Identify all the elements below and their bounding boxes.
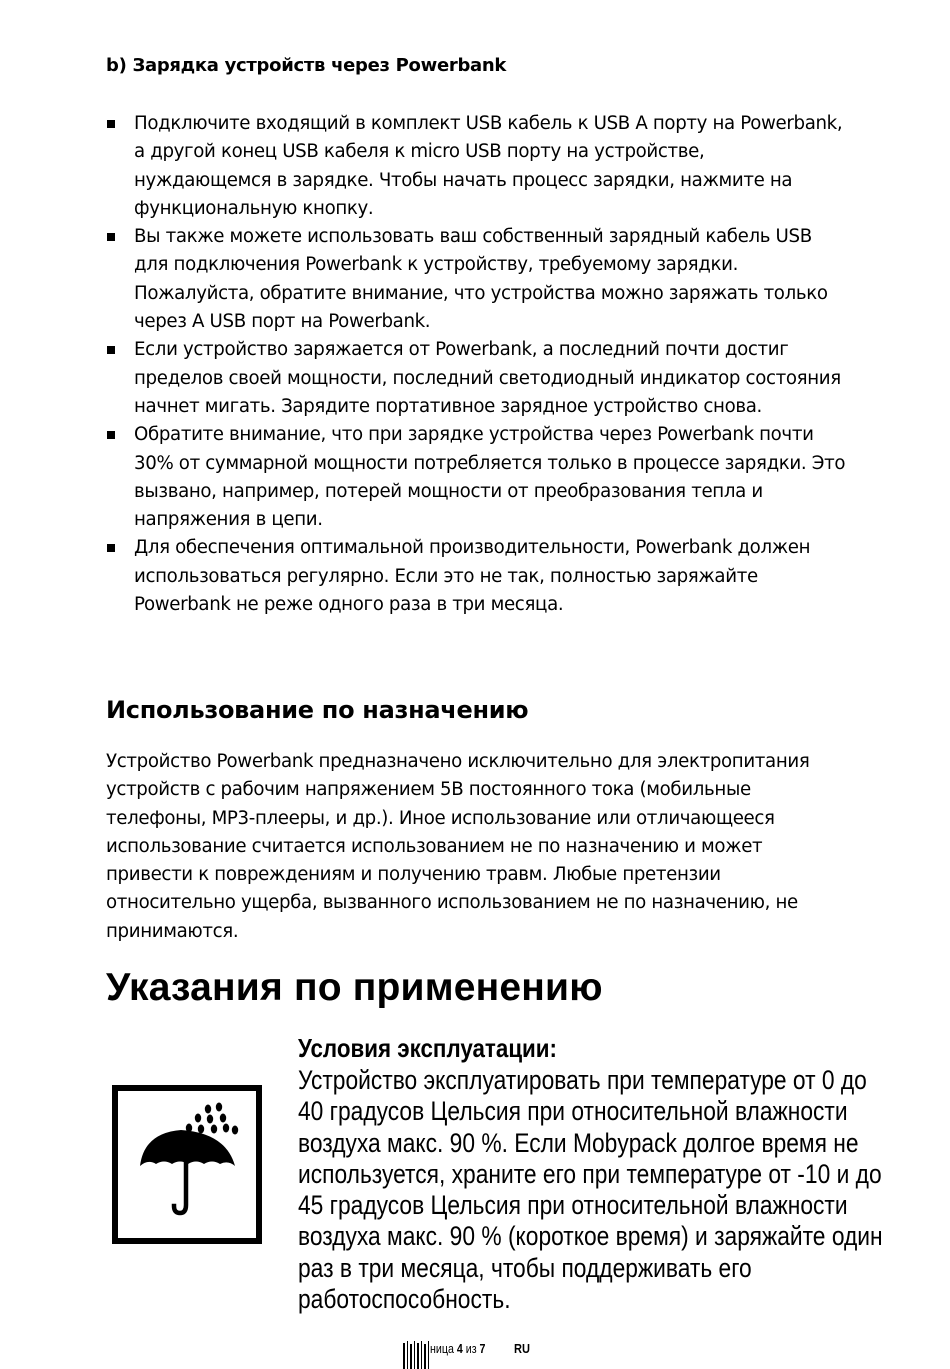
intended-use-paragraph: Устройство Powerbank предназначено исключительно для электропитания устройств с рабочим напряжением 5В постоянного тока (мобильные телефоны, MP3-плееры, и др.). Иное использование или отличающееся использование считается использованием не по назначению и может привести к повреждениям и получению травм. Любые претензии относительно ущерба, вызванного использованием не по назначению, не принимаются. xyxy=(106,751,810,942)
square-bullet-icon xyxy=(107,431,115,439)
list-item-text: Для обеспечения оптимальной производительности, Powerbank должен использоваться регулярно. Если это не так, полностью заряжайте Powerbank не реже одного раза в три месяца. xyxy=(134,537,811,616)
list-item-text: Если устройство заряжается от Powerbank, а последний почти достиг пределов своей мощности, последний светодиодный индикатор состояния начнет мигать. Зарядите портативное зарядное устройство снова. xyxy=(134,339,841,417)
list-item xyxy=(106,336,846,421)
page-separator: из xyxy=(462,1341,480,1356)
operating-conditions-text: Устройство эксплуатировать при температуре от 0 до 40 градусов Цельсия при относительной влажности воздуха макс. 90 %. Если Mobypack долгое время не используется, храните его при температуре от -10 и до 45 градусов Цельсия при относительной влажности воздуха макс. 90 % (короткое время) и заряжайте один раз в три месяца, чтобы поддерживать его работоспособность. xyxy=(298,1065,883,1315)
list-item xyxy=(106,110,846,223)
list-item xyxy=(106,534,846,619)
usage-notes-heading: Указания по применению xyxy=(106,966,603,1009)
keep-dry-symbol xyxy=(112,1085,262,1244)
charging-instructions-list xyxy=(106,110,846,619)
list-item xyxy=(106,223,846,336)
barcode-icon xyxy=(403,1341,429,1369)
operating-conditions xyxy=(298,1033,883,1315)
page-prefix: ница xyxy=(430,1341,457,1356)
page-total: 7 xyxy=(479,1341,486,1356)
page-current: 4 xyxy=(456,1341,463,1356)
language-code: RU xyxy=(514,1341,530,1356)
umbrella-rain-icon xyxy=(118,1091,256,1238)
list-item xyxy=(106,421,846,534)
operating-conditions-title: Условия эксплуатации: xyxy=(298,1033,558,1063)
list-item-text: Обратите внимание, что при зарядке устройства через Powerbank почти 30% от суммарной мощности потребляется только в процессе зарядки. Это вызвано, например, потерей мощности от преобразования тепла и напряжения в цепи. xyxy=(134,424,846,531)
intended-use-heading: Использование по назначению xyxy=(106,696,529,724)
section-b-heading: b) Зарядка устройств через Powerbank xyxy=(106,55,507,76)
square-bullet-icon xyxy=(107,233,115,241)
page-footer xyxy=(400,1337,600,1367)
list-item-text: Вы также можете использовать ваш собственный зарядный кабель USB для подключения Powerbank к устройству, требуемому зарядки. Пожалуйста, обратите внимание, что устройства можно заряжать только через A USB порт на Powerbank. xyxy=(134,226,828,333)
square-bullet-icon xyxy=(107,120,115,128)
list-item-text: Подключите входящий в комплект USB кабель к USB A порту на Powerbank, а другой конец USB кабеля к micro USB порту на устройстве, нуждающемся в зарядке. Чтобы начать процесс зарядки, нажмите на функциональную кнопку. xyxy=(134,113,843,219)
page-number xyxy=(430,1341,485,1356)
square-bullet-icon xyxy=(107,346,115,354)
square-bullet-icon xyxy=(107,544,115,552)
